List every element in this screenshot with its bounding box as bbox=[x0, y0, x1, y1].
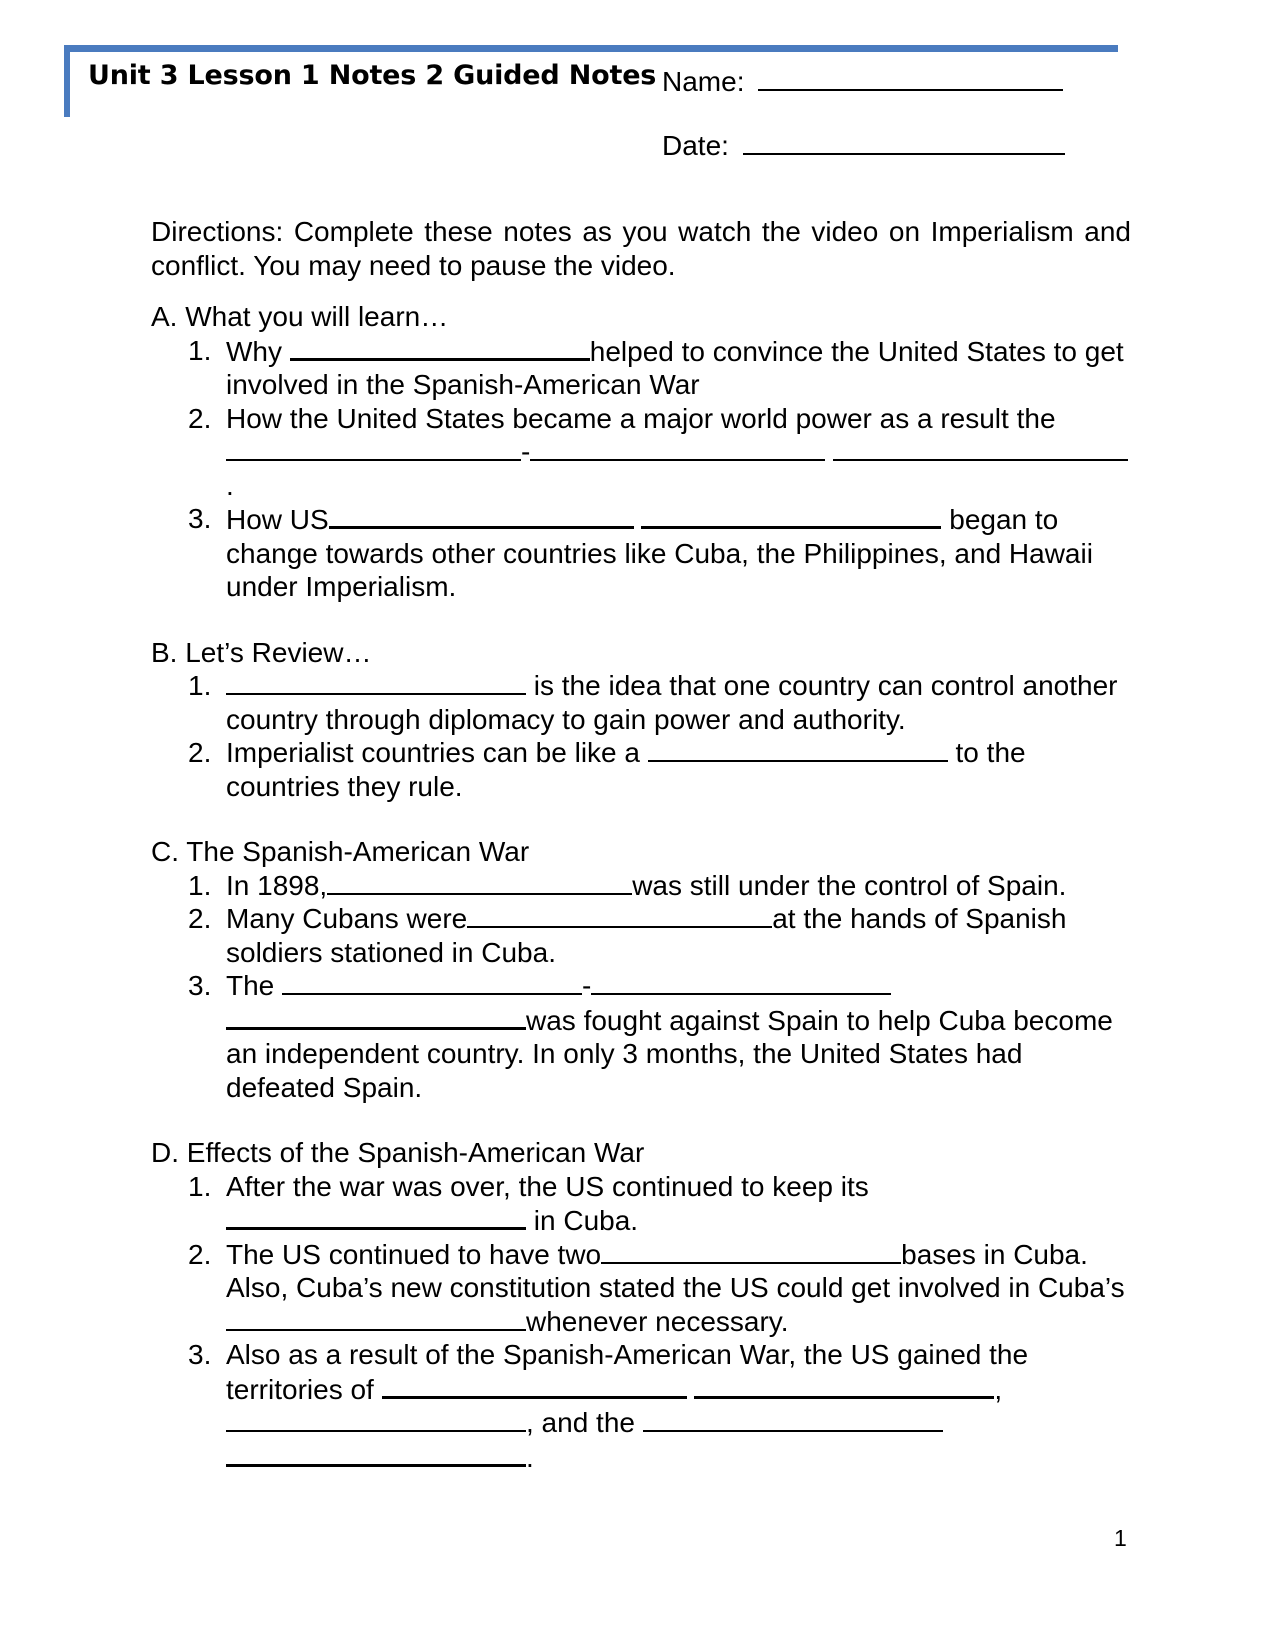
item-text: to the countries they rule. bbox=[226, 737, 1026, 802]
header-rule bbox=[64, 45, 1118, 52]
item-number: 2. bbox=[188, 1238, 212, 1270]
answer-blank[interactable] bbox=[290, 334, 590, 361]
answer-blank[interactable] bbox=[327, 869, 632, 895]
answer-blank[interactable] bbox=[226, 1305, 526, 1331]
answer-blank[interactable] bbox=[226, 1003, 526, 1030]
answer-blank[interactable] bbox=[467, 902, 772, 928]
item-text: whenever necessary. bbox=[526, 1305, 789, 1337]
list-item bbox=[151, 402, 1131, 503]
item-number: 2. bbox=[188, 737, 212, 768]
list-item bbox=[151, 502, 1131, 604]
section-a bbox=[151, 300, 1131, 604]
list-item bbox=[151, 1338, 1131, 1474]
list-item bbox=[151, 334, 1131, 402]
answer-blank[interactable] bbox=[226, 435, 521, 461]
answer-blank[interactable] bbox=[226, 1440, 526, 1467]
section-d-heading: D. Effects of the Spanish-American War bbox=[151, 1137, 645, 1168]
answer-blank[interactable] bbox=[641, 502, 941, 529]
section-a-heading: A. What you will learn… bbox=[151, 301, 449, 332]
item-text: . bbox=[226, 469, 234, 501]
item-text: , and the bbox=[526, 1407, 643, 1438]
name-field bbox=[662, 66, 1063, 98]
item-text: helped to convince the United States to get involved in the Spanish-American War bbox=[226, 335, 1124, 400]
item-text: at the hands of Spanish soldiers stationed in Cuba. bbox=[226, 903, 1067, 968]
item-text: How US bbox=[226, 504, 329, 535]
item-text bbox=[687, 1374, 695, 1405]
item-number: 1. bbox=[188, 334, 212, 366]
item-text: bases in Cuba. Also, Cuba’s new constitution stated the US could get involved in Cuba’s bbox=[226, 1238, 1125, 1303]
item-number: 2. bbox=[188, 402, 212, 434]
item-text: began to change towards other countries like Cuba, the Philippines, and Hawaii under Imperialism. bbox=[226, 504, 1093, 602]
item-text: After the war was over, the US continued to keep its bbox=[226, 1170, 869, 1202]
answer-blank[interactable] bbox=[648, 736, 948, 762]
item-text: - bbox=[582, 970, 592, 1001]
list-item bbox=[151, 902, 1131, 969]
list-item bbox=[151, 669, 1131, 736]
item-text: How the United States became a major world power as a result the bbox=[226, 402, 1056, 434]
item-text: Why bbox=[226, 335, 290, 367]
item-number: 3. bbox=[188, 503, 212, 534]
item-text: Many Cubans were bbox=[226, 903, 468, 934]
answer-blank[interactable] bbox=[226, 1406, 526, 1432]
header-accent bbox=[64, 45, 70, 117]
answer-blank[interactable] bbox=[601, 1238, 901, 1264]
item-text: In 1898, bbox=[226, 869, 328, 901]
list-item bbox=[151, 1170, 1131, 1238]
answer-blank[interactable] bbox=[329, 502, 634, 529]
date-blank[interactable] bbox=[743, 131, 1065, 155]
item-text: - bbox=[521, 436, 531, 467]
answer-blank[interactable] bbox=[643, 1406, 943, 1432]
section-c-heading: C. The Spanish-American War bbox=[151, 836, 530, 867]
item-text: is the idea that one country can control another country through diplomacy to gain power and authority. bbox=[226, 670, 1118, 735]
answer-blank[interactable] bbox=[591, 969, 891, 995]
name-blank[interactable] bbox=[758, 67, 1063, 91]
answer-blank[interactable] bbox=[226, 1203, 526, 1230]
item-number: 3. bbox=[188, 1339, 212, 1370]
name-label: Name: bbox=[662, 66, 745, 97]
item-text: . bbox=[526, 1441, 534, 1473]
section-b-heading: B. Let’s Review… bbox=[151, 636, 372, 668]
page-title: Unit 3 Lesson 1 Notes 2 Guided Notes bbox=[88, 60, 657, 91]
item-number: 1. bbox=[188, 670, 212, 701]
item-text: The bbox=[226, 970, 283, 1001]
page-number: 1 bbox=[1114, 1525, 1127, 1551]
directions-text: Directions: Complete these notes as you watch the video on Imperialism and conflict. You may need to pause the video. bbox=[151, 216, 1131, 281]
item-text: The US continued to have two bbox=[226, 1238, 602, 1270]
section-c bbox=[151, 835, 1131, 1104]
item-text: Also as a result of the Spanish-American War, the US gained the territories of bbox=[226, 1339, 1029, 1405]
date-field bbox=[662, 130, 1065, 162]
answer-blank[interactable] bbox=[694, 1372, 994, 1399]
item-text: , bbox=[994, 1373, 1003, 1405]
item-text: was fought against Spain to help Cuba become an independent country. In only 3 months, the United States had defeated Spain. bbox=[226, 1004, 1113, 1103]
item-text: in Cuba. bbox=[526, 1205, 639, 1236]
item-text bbox=[634, 504, 642, 535]
answer-blank[interactable] bbox=[282, 969, 582, 995]
answer-blank[interactable] bbox=[226, 669, 526, 695]
item-number: 2. bbox=[188, 903, 212, 934]
item-text: Imperialist countries can be like a bbox=[226, 737, 648, 768]
item-number: 3. bbox=[188, 970, 212, 1001]
answer-blank[interactable] bbox=[530, 435, 825, 461]
list-item bbox=[151, 736, 1131, 803]
date-label: Date: bbox=[662, 130, 729, 161]
list-item bbox=[151, 969, 1131, 1104]
answer-blank[interactable] bbox=[833, 435, 1128, 461]
answer-blank[interactable] bbox=[382, 1372, 687, 1399]
item-number: 1. bbox=[188, 869, 212, 901]
section-b bbox=[151, 636, 1131, 804]
section-d bbox=[151, 1136, 1131, 1474]
notes-body bbox=[151, 215, 1131, 1506]
item-number: 1. bbox=[188, 1170, 212, 1202]
item-text: was still under the control of Spain. bbox=[632, 869, 1067, 901]
list-item bbox=[151, 869, 1131, 903]
list-item bbox=[151, 1238, 1131, 1339]
